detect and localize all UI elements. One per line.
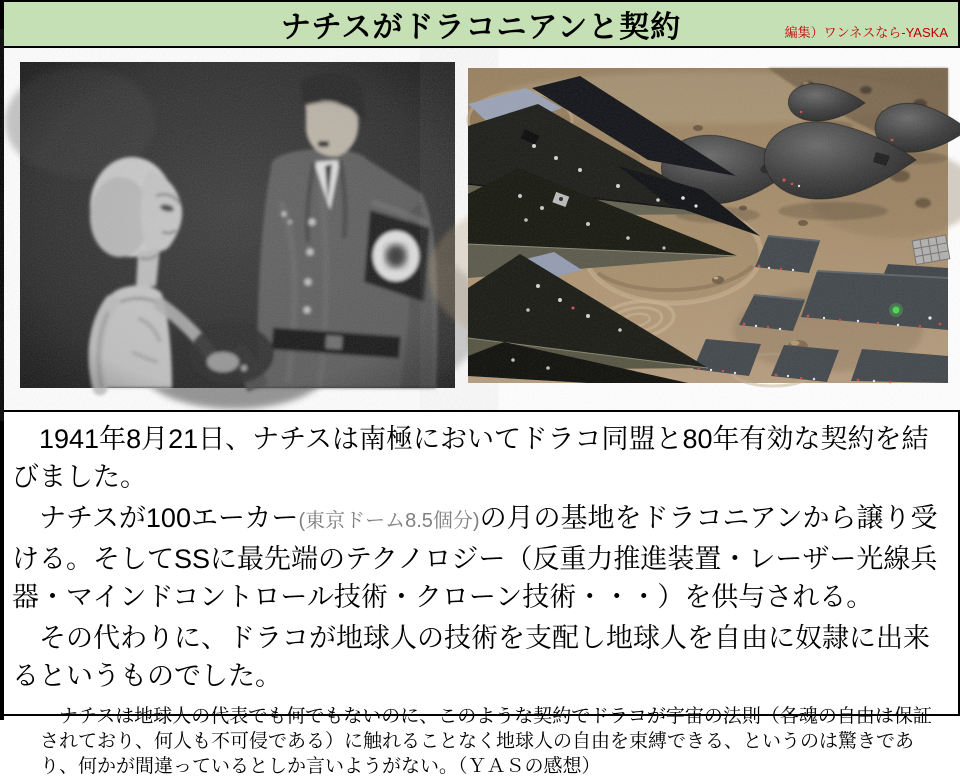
- render-moon-base: [468, 68, 948, 383]
- text-box: [4, 410, 960, 777]
- paragraph-exchange: その代わりに、ドラコが地球人の技術を支配し地球人を自由に奴隷に出来るというものでした。: [12, 623, 930, 691]
- paragraph-contract: 1941年8月21日、ナチスは南極においてドラコ同盟と80年有効な契約を結びました。: [12, 424, 929, 492]
- footnote-comment: ナチスは地球人の代表でも何でもないのに、このような契約でドラコが宇宙の法則（各魂の自由は保証されており、何人も不可侵である）に触れることなく地球人の自由を束縛できる、というのは驚きであり、何かが間違っているとしか言いようがない。（ＹＡＳの感想）: [40, 706, 932, 777]
- photo-alien-meets-nazi: [20, 62, 455, 388]
- paragraph-moonbase: [12, 499, 946, 616]
- images-row: [20, 62, 960, 388]
- inline-note-tokyo-dome: (東京ドーム8.5個分): [298, 510, 480, 532]
- page-title: ナチスがドラコニアンと契約: [280, 11, 682, 44]
- header-bar: [4, 0, 960, 48]
- credit-label: 編集）ワンネスなら-YASKA: [784, 25, 948, 40]
- paragraph-moonbase-rest: の月の基地をドラコニアンから譲り受ける。そしてSSに最先端のテクノロジー（反重力推進装置・レーザー光線兵器・マインドコントロール技術・クローン技術・・・）を供与される。: [12, 503, 938, 612]
- paragraph-moonbase-lead: ナチスが100エーカー: [12, 503, 299, 533]
